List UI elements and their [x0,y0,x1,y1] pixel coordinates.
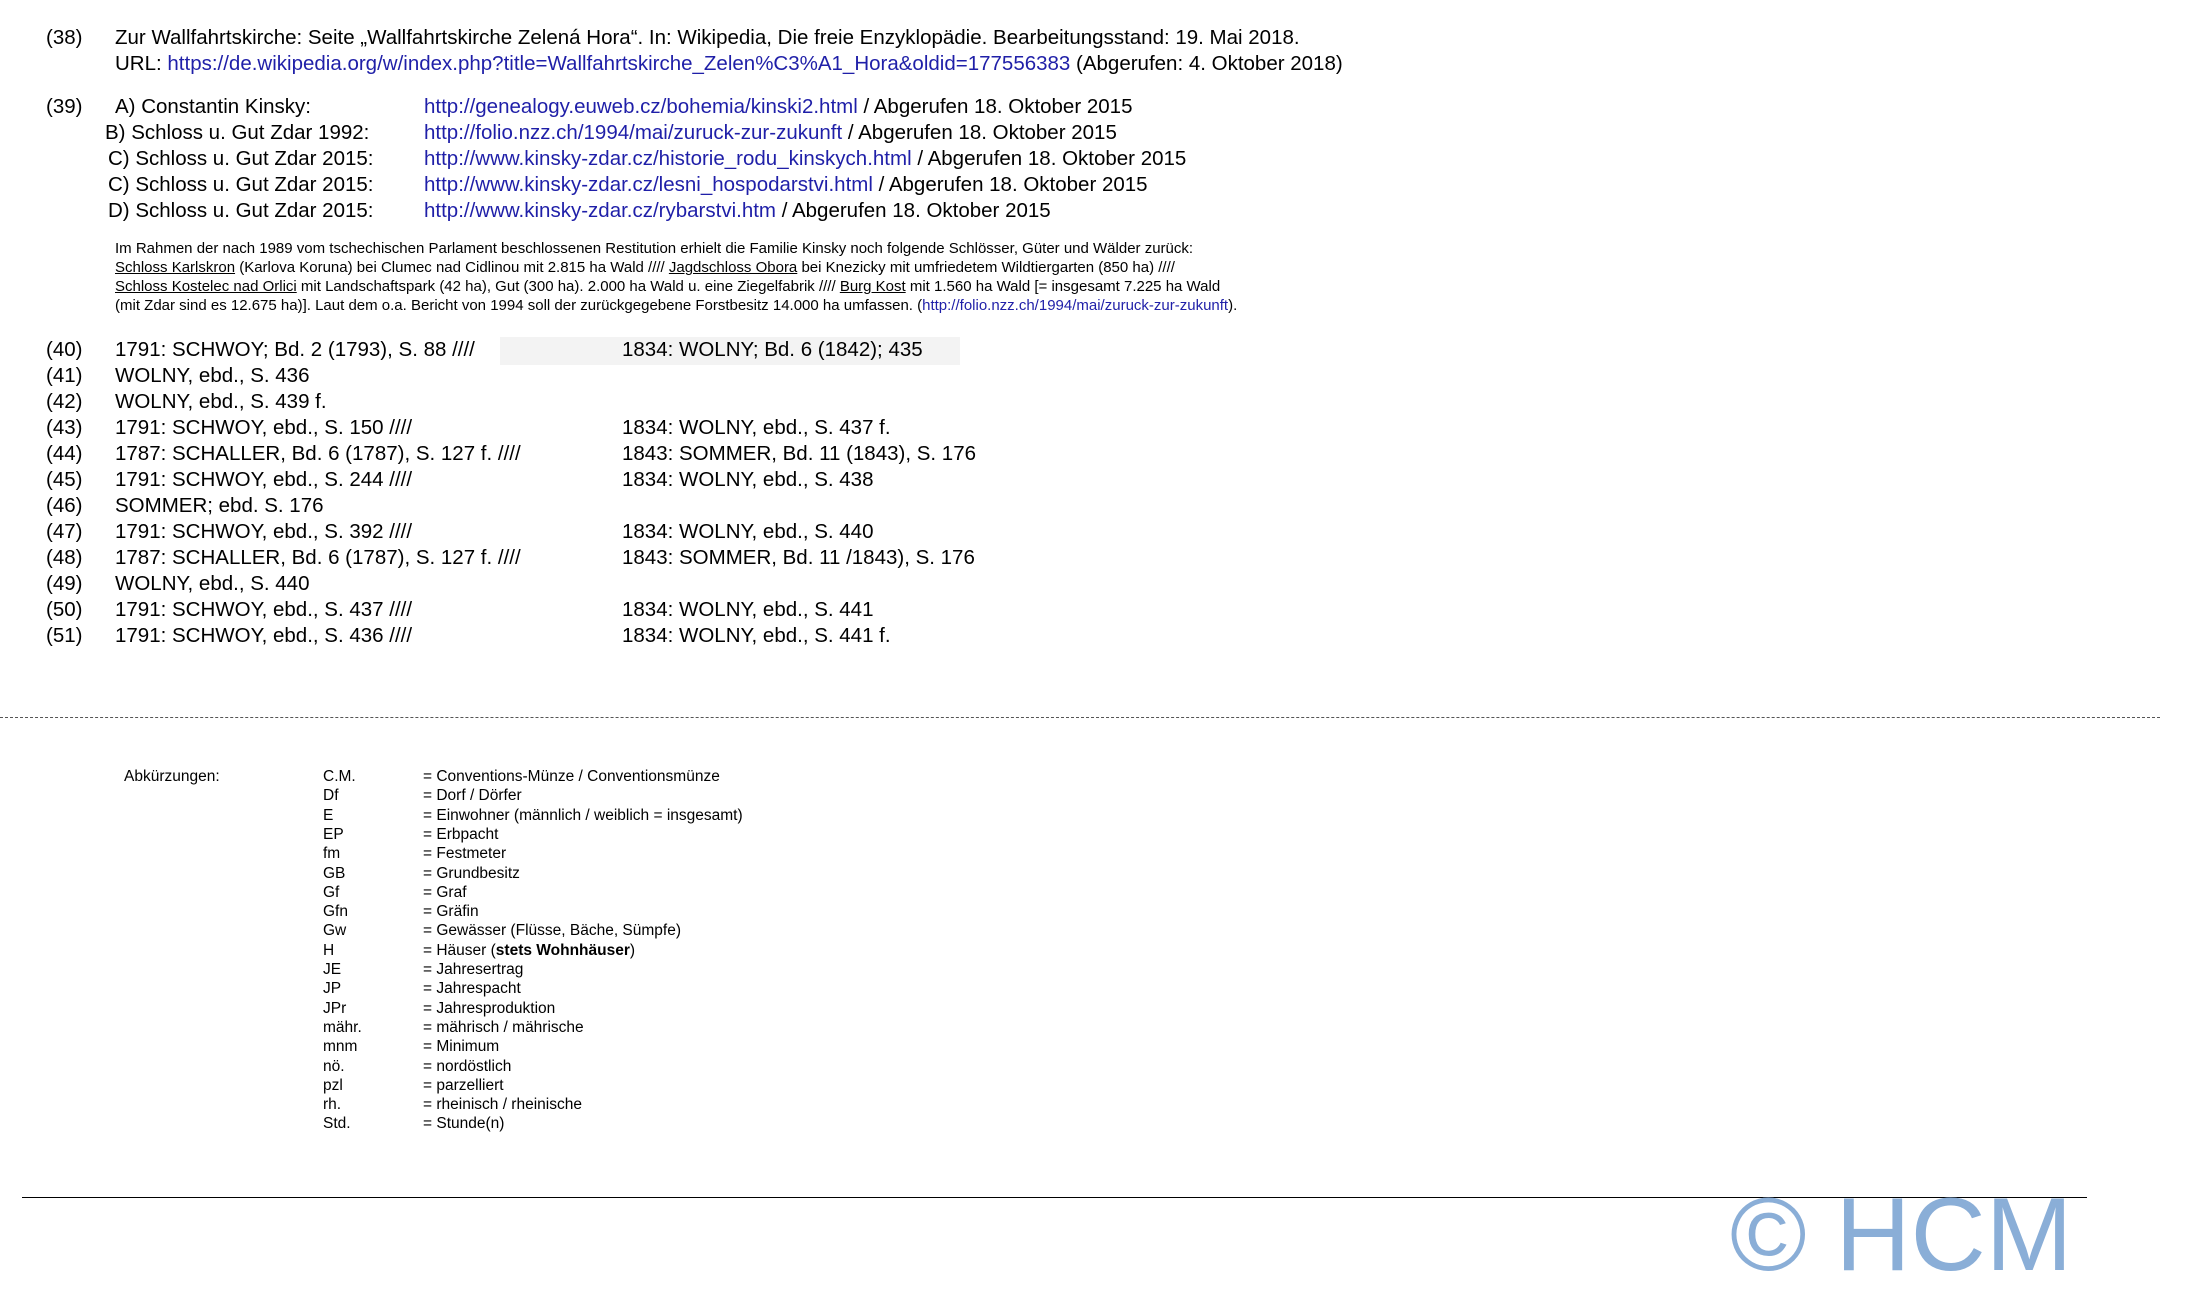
source-line: http://www.kinsky-zdar.cz/rybarstvi.htm / Abgerufen 18. Oktober 2015 [424,199,1051,222]
source-line: http://genealogy.euweb.cz/bohemia/kinski2.html / Abgerufen 18. Oktober 2015 [424,95,1133,118]
paragraph-line: Im Rahmen der nach 1989 vom tschechischen Parlament beschlossenen Restitution erhielt die Familie Kinsky noch folgende Schlösser, Güter und Wälder zurück: [115,240,1194,257]
source-label: D) Schloss u. Gut Zdar 2015: [108,199,374,222]
nzz-link[interactable]: http://folio.nzz.ch/1994/mai/zuruck-zur-zukunft [922,297,1229,314]
source-line: http://www.kinsky-zdar.cz/historie_rodu_kinskych.html / Abgerufen 18. Oktober 2015 [424,147,1187,170]
abbreviations-title: Abkürzungen: [124,768,220,785]
source-link[interactable]: http://folio.nzz.ch/1994/mai/zuruck-zur-zukunft [424,121,843,144]
note-number: (38) [46,26,83,49]
note-38-line2: URL: https://de.wikipedia.org/w/index.php?title=Wallfahrtskirche_Zelen%C3%A1_Hora&oldid=177556383 (Abgerufen: 4. Oktober 2018) [115,52,1343,75]
dashed-separator [0,717,2160,718]
source-label: C) Schloss u. Gut Zdar 2015: [108,173,374,196]
paragraph-line: Schloss Karlskron (Karlova Koruna) bei Clumec nad Cidlinou mit 2.815 ha Wald //// Jagdschloss Obora bei Knezicky mit umfriedetem Wildtiergarten (850 ha) //// [115,259,1175,276]
notes-list: (40) 1791: SCHWOY; Bd. 2 (1793), S. 88 //// 1834: WOLNY; Bd. 6 (1842); 435 (41) WOLNY, ebd., S. 436 (42) WOLNY, ebd., S. 439 f. (43) 1791: SCHWOY, ebd., S. 150 //// 1834: WOLNY, ebd., S. 437 f. (44) 1787: SCHALLER, Bd. 6 (1787), S. 127 f. //// 1843: SOMMER, Bd. 11 (1843), S. 176 (45) 1791: SCHWOY, ebd., S. 244 //// 1834: WOLNY, ebd., S. 438 (46) SOMMER; ebd. S. 176 (47) 1791: SCHWOY, ebd., S. 392 //// 1834: WOLNY, ebd., S. 440 (48) 1787: SCHALLER, Bd. 6 (1787), S. 127 f. //// 1843: SOMMER, Bd. 11 /1843), S. 176 (49) WOLNY, ebd., S. 440 (50) 1791: SCHWOY, ebd., S. 437 //// 1834: WOLNY, ebd., S. 441 (51) 1791: SCHWOY, ebd., S. 436 //// 1834: WOLNY, ebd., S. 441 f. [46,338,976,647]
source-link[interactable]: http://www.kinsky-zdar.cz/historie_rodu_kinskych.html [424,147,912,170]
copyright-watermark: © HCM [1730,1177,2073,1293]
source-label: C) Schloss u. Gut Zdar 2015: [108,147,374,170]
abbreviations-list: C.M. = Conventions-Münze / Conventionsmünze Df = Dorf / Dörfer E = Einwohner (männlich / weiblich = insgesamt) EP = Erbpacht fm = Festmeter GB = Grundbesitz Gf = Graf Gfn = Gräfin Gw = Gewässer (Flüsse, Bäche, Sümpfe) H = Häuser (stets Wohnhäuser) JE = Jahresertrag JP = Jahrespacht JPr = Jahresproduktion mähr. = mährisch / mährische mnm = Minimum nö. = nordöstlich pzl = parzelliert rh. = rheinisch / rheinische Std. = Stunde(n) [323,768,743,1133]
source-link[interactable]: http://www.kinsky-zdar.cz/lesni_hospodarstvi.html [424,173,873,196]
wikipedia-link[interactable]: https://de.wikipedia.org/w/index.php?title=Wallfahrtskirche_Zelen%C3%A1_Hora&oldid=177556383 [167,52,1071,75]
source-link[interactable]: http://www.kinsky-zdar.cz/rybarstvi.htm [424,199,777,222]
restitution-paragraph [115,239,1237,315]
source-label: A) Constantin Kinsky: [115,95,311,118]
paragraph-line: (mit Zdar sind es 12.675 ha)]. Laut dem o.a. Bericht von 1994 soll der zurückgegebene Forstbesitz 14.000 ha umfassen. (http://folio.nzz.ch/1994/mai/zuruck-zur-zukunft). [115,297,1238,314]
paragraph-line: Schloss Kostelec nad Orlici mit Landschaftspark (42 ha), Gut (300 ha). 2.000 ha Wald u. eine Ziegelfabrik //// Burg Kost mit 1.560 ha Wald [= insgesamt 7.225 ha Wald [115,278,1221,295]
source-line: http://www.kinsky-zdar.cz/lesni_hospodarstvi.html / Abgerufen 18. Oktober 2015 [424,173,1148,196]
source-line: http://folio.nzz.ch/1994/mai/zuruck-zur-zukunft / Abgerufen 18. Oktober 2015 [424,121,1117,144]
source-label: B) Schloss u. Gut Zdar 1992: [105,121,370,144]
note-number: (39) [46,95,83,118]
note-38-line1: Zur Wallfahrtskirche: Seite „Wallfahrtskirche Zelená Hora“. In: Wikipedia, Die freie Enzyklopädie. Bearbeitungsstand: 19. Mai 2018. [115,26,1300,49]
source-link[interactable]: http://genealogy.euweb.cz/bohemia/kinski2.html [424,95,858,118]
